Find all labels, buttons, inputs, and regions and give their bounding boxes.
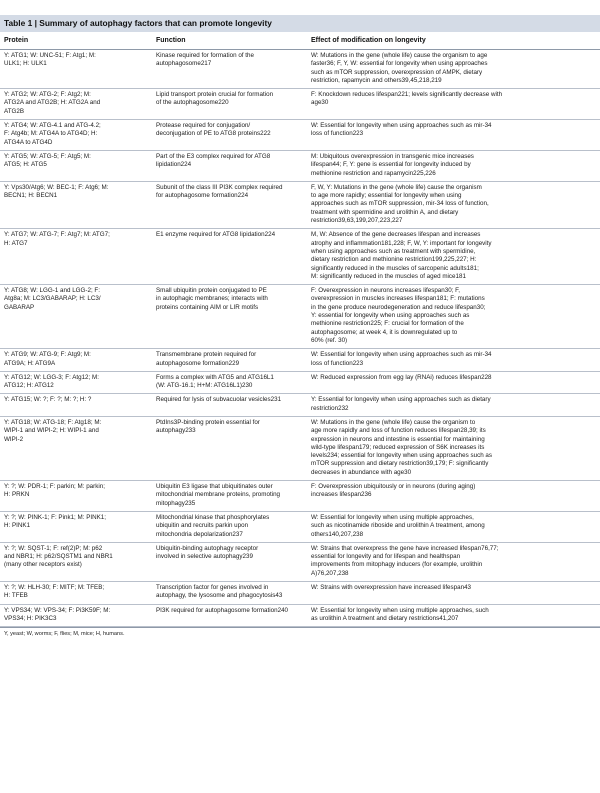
table-row [0, 150, 600, 181]
table-row [0, 582, 600, 605]
table-row [0, 542, 600, 581]
table-row [0, 89, 600, 120]
cell-effect: F: Overexpression ubiquitously or in neurons (during aging) increases lifespan236 [307, 481, 600, 512]
cell-protein: Y: ATG12; W: LGG-3; F: Atg12; M: ATG12; H: ATG12 [0, 371, 152, 394]
cell-function: Kinase required for formation of the autophagosome217 [152, 50, 307, 89]
cell-protein: Y: ATG15; W: ?; F: ?; M: ?; H: ? [0, 394, 152, 417]
cell-effect: W: Mutations in the gene (whole life) cause the organism to age faster36; F, Y, W: essential for longevity when using approaches such as mTOR suppression, overexpression of AMPK, dietary restriction, rapamycin and others39,45,218,219 [307, 50, 600, 89]
table-row [0, 371, 600, 394]
cell-function: Forms a complex with ATG5 and ATG16L1 (W: ATG-16.1; H+M: ATG16L1)230 [152, 371, 307, 394]
cell-protein: Y: ATG4; W: ATG-4.1 and ATG-4.2; F: Atg4b; M: ATG4A to ATG4D; H: ATG4A to ATG4D [0, 120, 152, 151]
table-row [0, 229, 600, 285]
cell-effect: M: Ubiquitous overexpression in transgenic mice increases lifespan44; F, Y: gene is essential for longevity induced by methionine restriction and rapamycin225,226 [307, 150, 600, 181]
cell-function: E1 enzyme required for ATG8 lipidation224 [152, 229, 307, 285]
table-row [0, 511, 600, 542]
cell-function: Transcription factor for genes involved in autophagy, the lysosome and phagocytosis43 [152, 582, 307, 605]
cell-effect: W: Strains with overexpression have increased lifespan43 [307, 582, 600, 605]
cell-protein: Y: ?; W: HLH-30; F: MITF; M: TFEB; H: TFEB [0, 582, 152, 605]
cell-effect: F: Overexpression in neurons increases lifespan30; F, overexpression in muscles increases lifespan181; F: mutations in the gene produce neurodegeneration and reduce lifespan30; Y: essential for longevity when using approaches such as methionine restriction225; F: crucial for formation of the autophagosome; at week 4, it is downregulated up to 60% (ref. 30) [307, 285, 600, 349]
cell-effect: F, W, Y: Mutations in the gene (whole life) cause the organism to age more rapidly; essential for longevity when using approaches such as mTOR suppression, mir-34 loss of function, treatment with spermidine and urolithin A, and dietary restriction39,63,199,207,223,227 [307, 181, 600, 228]
cell-function: Small ubiquitin protein conjugated to PE in autophagic membranes; interacts with proteins containing AIM or LIR motifs [152, 285, 307, 349]
cell-protein: Y: ATG1; W: UNC-51; F: Atg1; M: ULK1; H: ULK1 [0, 50, 152, 89]
table-title: Table 1 | Summary of autophagy factors that can promote longevity [0, 15, 600, 32]
cell-function: Ubiquitin E3 ligase that ubiquitinates outer mitochondrial membrane proteins, promoting mitophagy235 [152, 481, 307, 512]
cell-function: PtdIns3P-binding protein essential for autophagy233 [152, 416, 307, 480]
table-row [0, 181, 600, 228]
cell-protein: Y: ?; W: PINK-1; F: Pink1; M: PINK1; H: PINK1 [0, 511, 152, 542]
cell-function: Ubiquitin-binding autophagy receptor involved in selective autophagy239 [152, 542, 307, 581]
cell-protein: Y: ATG2; W: ATG-2; F: Atg2; M: ATG2A and ATG2B; H: ATG2A and ATG2B [0, 89, 152, 120]
column-header-function: Function [152, 32, 307, 50]
cell-protein: Y: ATG5; W: ATG-5; F: Atg5; M: ATG5; H: ATG5 [0, 150, 152, 181]
table-row [0, 120, 600, 151]
cell-effect: W: Essential for longevity when using approaches such as mir-34 loss of function223 [307, 120, 600, 151]
table-row [0, 285, 600, 349]
table-body [0, 50, 600, 627]
table-row [0, 604, 600, 627]
cell-function: Required for lysis of subvacuolar vesicles231 [152, 394, 307, 417]
cell-effect: W: Essential for longevity when using approaches such as mir-34 loss of function223 [307, 349, 600, 372]
table-row [0, 50, 600, 89]
cell-function: Protease required for conjugation/ deconjugation of PE to ATG8 proteins222 [152, 120, 307, 151]
cell-protein: Y: ?; W: SQST-1; F: ref(2)P; M: p62 and NBR1; H: p62/SQSTM1 and NBR1 (many other receptors exist) [0, 542, 152, 581]
table-row [0, 394, 600, 417]
table-row [0, 349, 600, 372]
cell-function: Mitochondrial kinase that phosphorylates ubiquitin and recruits parkin upon mitochondria depolarization237 [152, 511, 307, 542]
column-header-effect: Effect of modification on longevity [307, 32, 600, 50]
cell-protein: Y: Vps30/Atg6; W: BEC-1; F: Atg6; M: BECN1; H: BECN1 [0, 181, 152, 228]
cell-effect: M, W: Absence of the gene decreases lifespan and increases atrophy and inflammation181,228; F, W, Y: important for longevity when using approaches such as treatment with spermidine, dietary restriction and methionine restriction199,225,227; H: significantly reduced in the muscles of sarcopenic adults181; M: significantly reduced in the muscles of aged mice181 [307, 229, 600, 285]
cell-protein: Y: ATG7; W: ATG-7; F: Atg7; M: ATG7; H: ATG7 [0, 229, 152, 285]
table-row [0, 481, 600, 512]
cell-effect: W: Mutations in the gene (whole life) cause the organism to age more rapidly and loss of function reduces lifespan28,39; its expression in neurons and intestine is essential for maintaining wild-type lifespan179; reduced expression of S6K increases its levels234; essential for longevity when using approaches such as mTOR suppression and dietary restriction39,179; F: significantly decreases in abundance with age30 [307, 416, 600, 480]
cell-effect: F: Knockdown reduces lifespan221; levels significantly decrease with age30 [307, 89, 600, 120]
cell-protein: Y: ATG9; W: ATG-9; F: Atg9; M: ATG9A; H: ATG9A [0, 349, 152, 372]
table-row [0, 416, 600, 480]
cell-function: Part of the E3 complex required for ATG8 lipidation224 [152, 150, 307, 181]
cell-effect: W: Essential for longevity when using multiple approaches, such as urolithin A treatment and dietary restrictions41,207 [307, 604, 600, 627]
autophagy-table [0, 32, 600, 627]
cell-function: PI3K required for autophagosome formation240 [152, 604, 307, 627]
cell-effect: W: Reduced expression from egg lay (RNAi) reduces lifespan228 [307, 371, 600, 394]
cell-protein: Y: ?; W: PDR-1; F: parkin; M: parkin; H: PRKN [0, 481, 152, 512]
cell-protein: Y: ATG18; W: ATG-18; F: Atg18; M: WIPI-1 and WIPI-2; H: WIPI-1 and WIPI-2 [0, 416, 152, 480]
cell-effect: W: Essential for longevity when using multiple approaches, such as nicotinamide riboside and urolithin A treatment, among others140,207,238 [307, 511, 600, 542]
column-header-protein: Protein [0, 32, 152, 50]
cell-effect: W: Strains that overexpress the gene have increased lifespan76,77; essential for longevity and for lifespan and healthspan improvements from mitophagy inducers (for example, urolithin A)76,207,238 [307, 542, 600, 581]
cell-function: Lipid transport protein crucial for formation of the autophagosome220 [152, 89, 307, 120]
cell-function: Transmembrane protein required for autophagosome formation229 [152, 349, 307, 372]
cell-protein: Y: VPS34; W: VPS-34; F: Pi3K59F; M: VPS34; H: PIK3C3 [0, 604, 152, 627]
cell-effect: Y: Essential for longevity when using approaches such as dietary restriction232 [307, 394, 600, 417]
table-header-row [0, 32, 600, 50]
cell-protein: Y: ATG8; W: LGG-1 and LGG-2; F: Atg8a; M: LC3/GABARAP; H: LC3/ GABARAP [0, 285, 152, 349]
cell-function: Subunit of the class III PI3K complex required for autophagosome formation224 [152, 181, 307, 228]
table-footnote: Y, yeast; W, worms; F, flies; M, mice; H, humans. [0, 627, 600, 640]
